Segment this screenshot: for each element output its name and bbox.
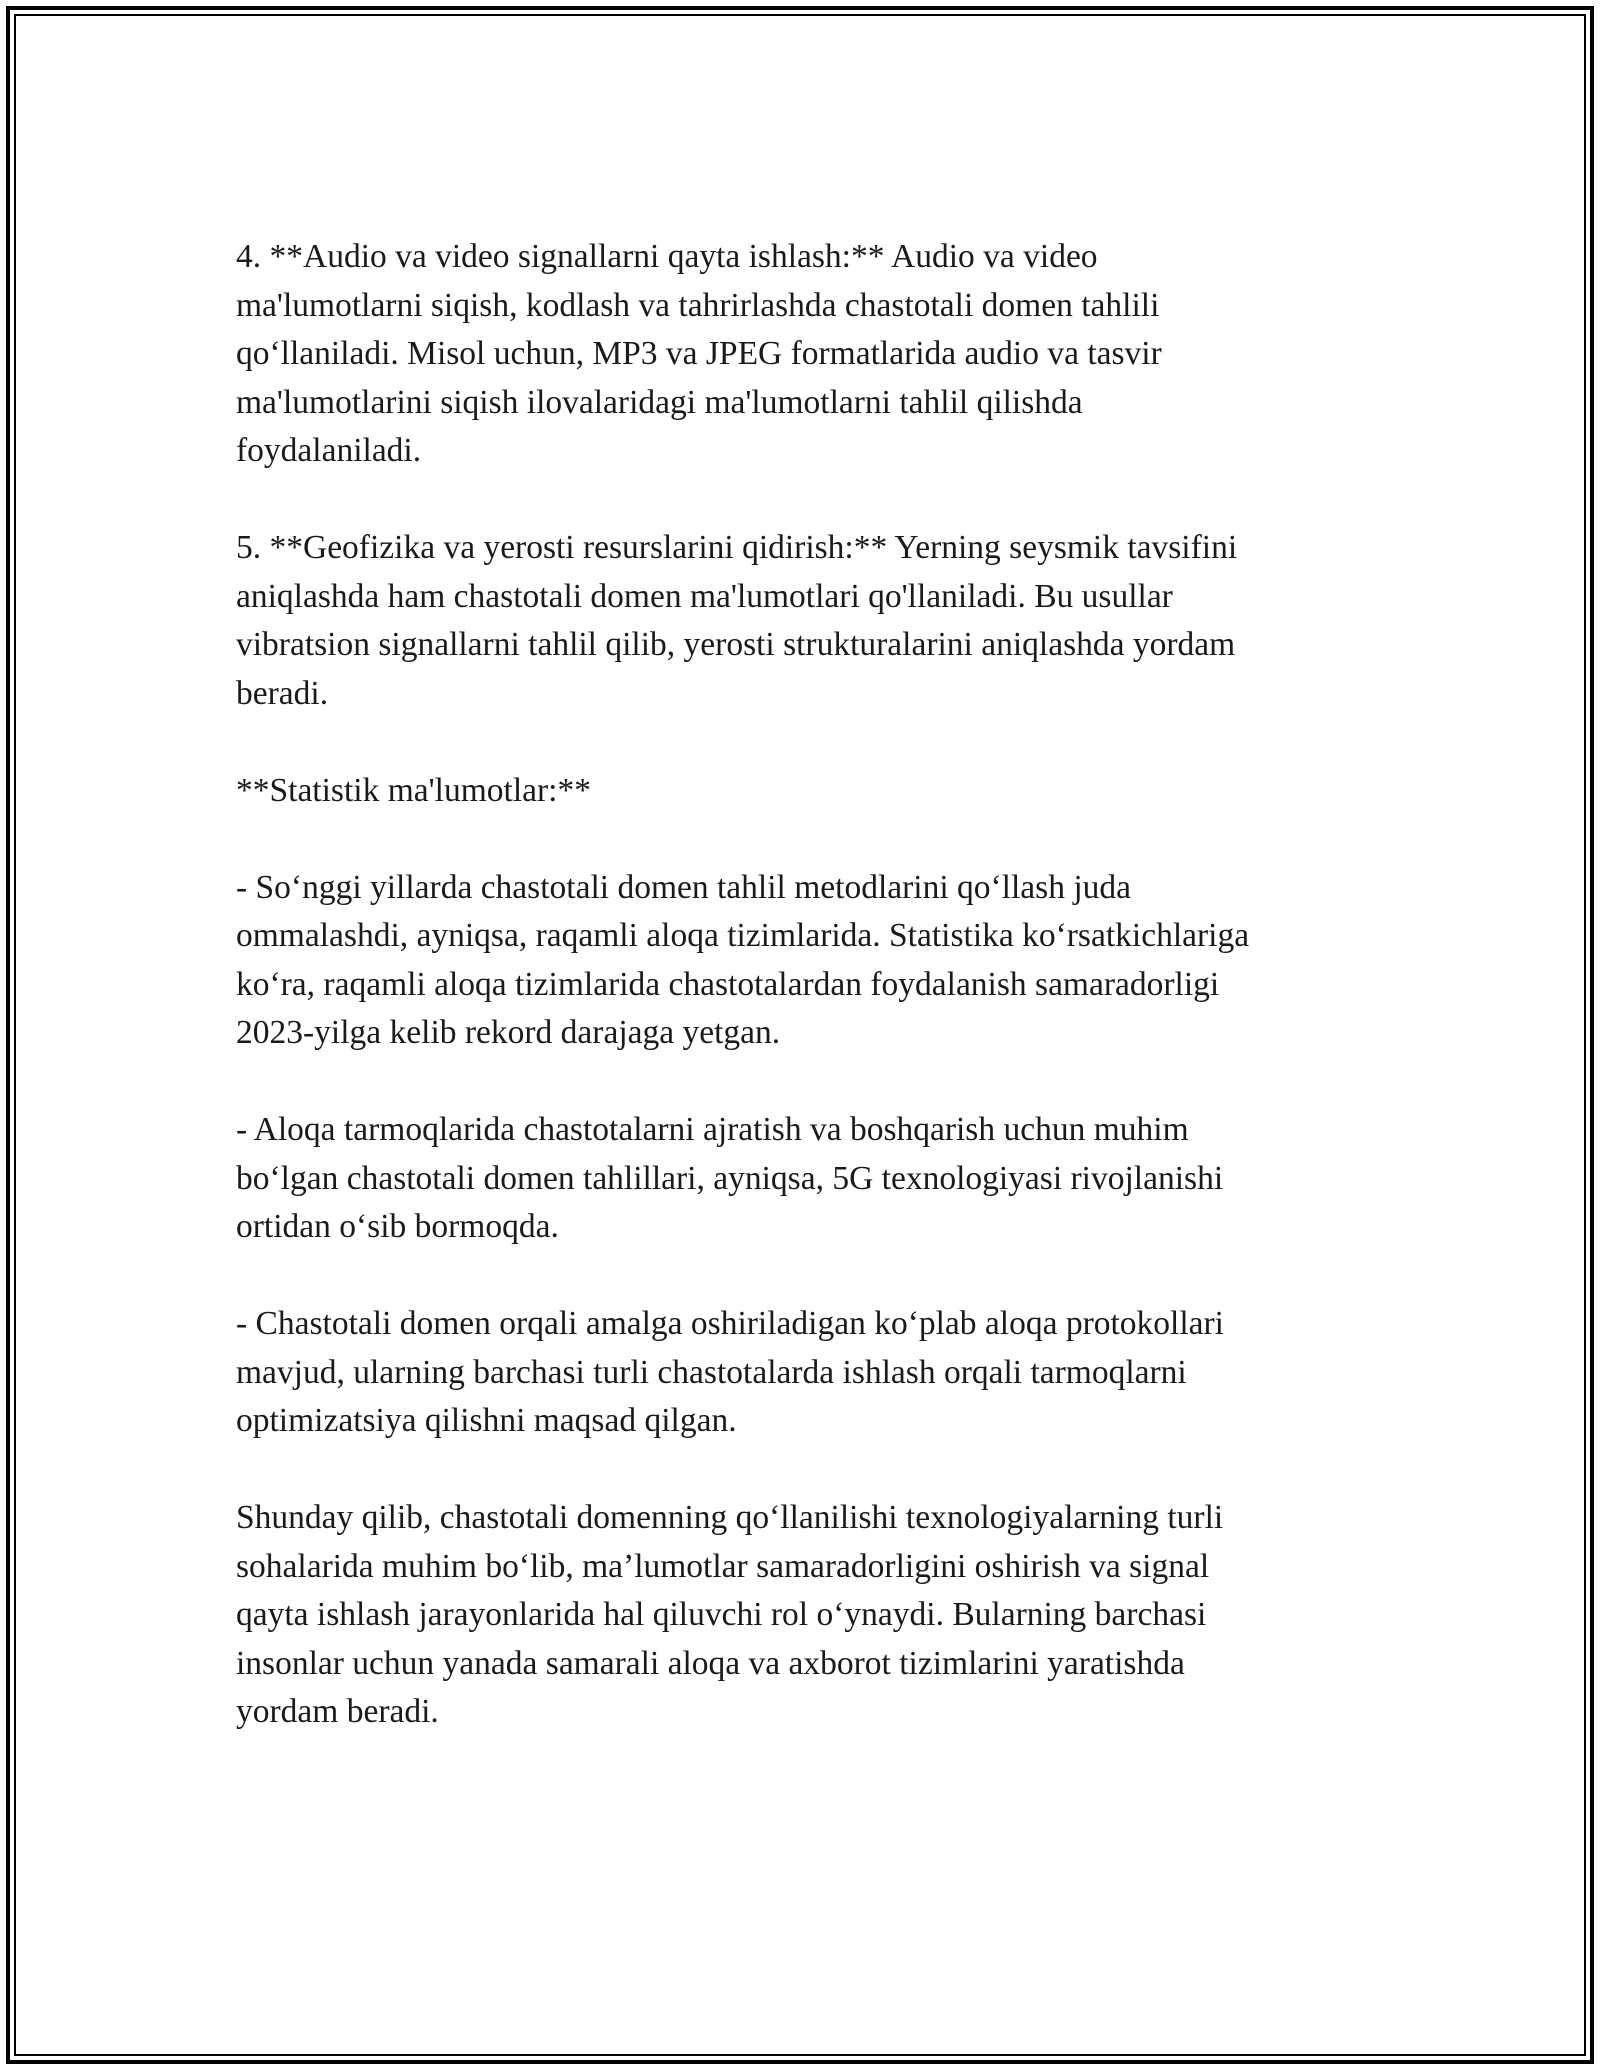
text-line: - So‘nggi yillarda chastotali domen tahlil metodlarini qo‘llash juda xyxy=(236,868,1131,906)
text-line: mavjud, ularning barchasi turli chastotalarda ishlash orqali tarmoqlarni xyxy=(236,1353,1187,1391)
bullet-aloqa-tarmoqlarida xyxy=(236,1106,1366,1252)
text-line: ko‘ra, raqamli aloqa tizimlarida chastotalardan foydalanish samaradorligi xyxy=(236,965,1220,1003)
text-line: insonlar uchun yanada samarali aloqa va axborot tizimlarini yaratishda xyxy=(236,1644,1185,1682)
text-line: foydalaniladi. xyxy=(236,432,422,469)
text-line: Shunday qilib, chastotali domenning qo‘llanilishi texnologiyalarning turli xyxy=(236,1499,1224,1536)
bullet-chastotali-domen-orqali xyxy=(236,1300,1366,1446)
text-line: - Chastotali domen orqali amalga oshiriladigan ko‘plab aloqa protokollari xyxy=(236,1305,1224,1342)
text-line: vibratsion signallarni tahlil qilib, yerosti strukturalarini aniqlashda yordam xyxy=(236,626,1236,663)
paragraph-audio-video xyxy=(236,233,1366,476)
text-line: ortidan o‘sib bormoqda. xyxy=(236,1208,559,1245)
text-line: bo‘lgan chastotali domen tahlillari, ayniqsa, 5G texnologiyasi rivojlanishi xyxy=(236,1159,1224,1197)
text-line: **Statistik ma'lumotlar:** xyxy=(236,771,591,809)
section-heading-statistik xyxy=(236,767,1366,816)
bullet-songgi-yillarda xyxy=(236,864,1366,1058)
text-line: yordam beradi. xyxy=(236,1693,439,1730)
text-line: beradi. xyxy=(236,674,329,712)
text-line: 4. **Audio va video signallarni qayta ishlash:** Audio va video xyxy=(236,238,1098,275)
text-line: qo‘llaniladi. Misol uchun, MP3 va JPEG formatlarida audio va tasvir xyxy=(236,335,1162,372)
text-line: qayta ishlash jarayonlarida hal qiluvchi rol o‘ynaydi. Bularning barchasi xyxy=(236,1596,1207,1633)
text-line: - Aloqa tarmoqlarida chastotalarni ajratish va boshqarish uchun muhim xyxy=(236,1111,1189,1148)
text-line: sohalarida muhim bo‘lib, ma’lumotlar samaradorligini oshirish va signal xyxy=(236,1547,1210,1585)
text-line: optimizatsiya qilishni maqsad qilgan. xyxy=(236,1402,737,1439)
paragraph-conclusion xyxy=(236,1494,1366,1737)
text-line: ma'lumotlarini siqish ilovalaridagi ma'lumotlarni tahlil qilishda xyxy=(236,383,1083,421)
text-line: 2023-yilga kelib rekord darajaga yetgan. xyxy=(236,1014,781,1051)
text-line: 5. **Geofizika va yerosti resurslarini qidirish:** Yerning seysmik tavsifini xyxy=(236,529,1238,566)
paragraph-geofizika xyxy=(236,524,1366,718)
text-line: ma'lumotlarni siqish, kodlash va tahrirlashda chastotali domen tahlili xyxy=(236,286,1160,324)
document-body xyxy=(236,233,1366,1785)
text-line: ommalashdi, ayniqsa, raqamli aloqa tizimlarida. Statistika ko‘rsatkichlariga xyxy=(236,917,1250,954)
text-line: aniqlashda ham chastotali domen ma'lumotlari qo'llaniladi. Bu usullar xyxy=(236,577,1173,615)
